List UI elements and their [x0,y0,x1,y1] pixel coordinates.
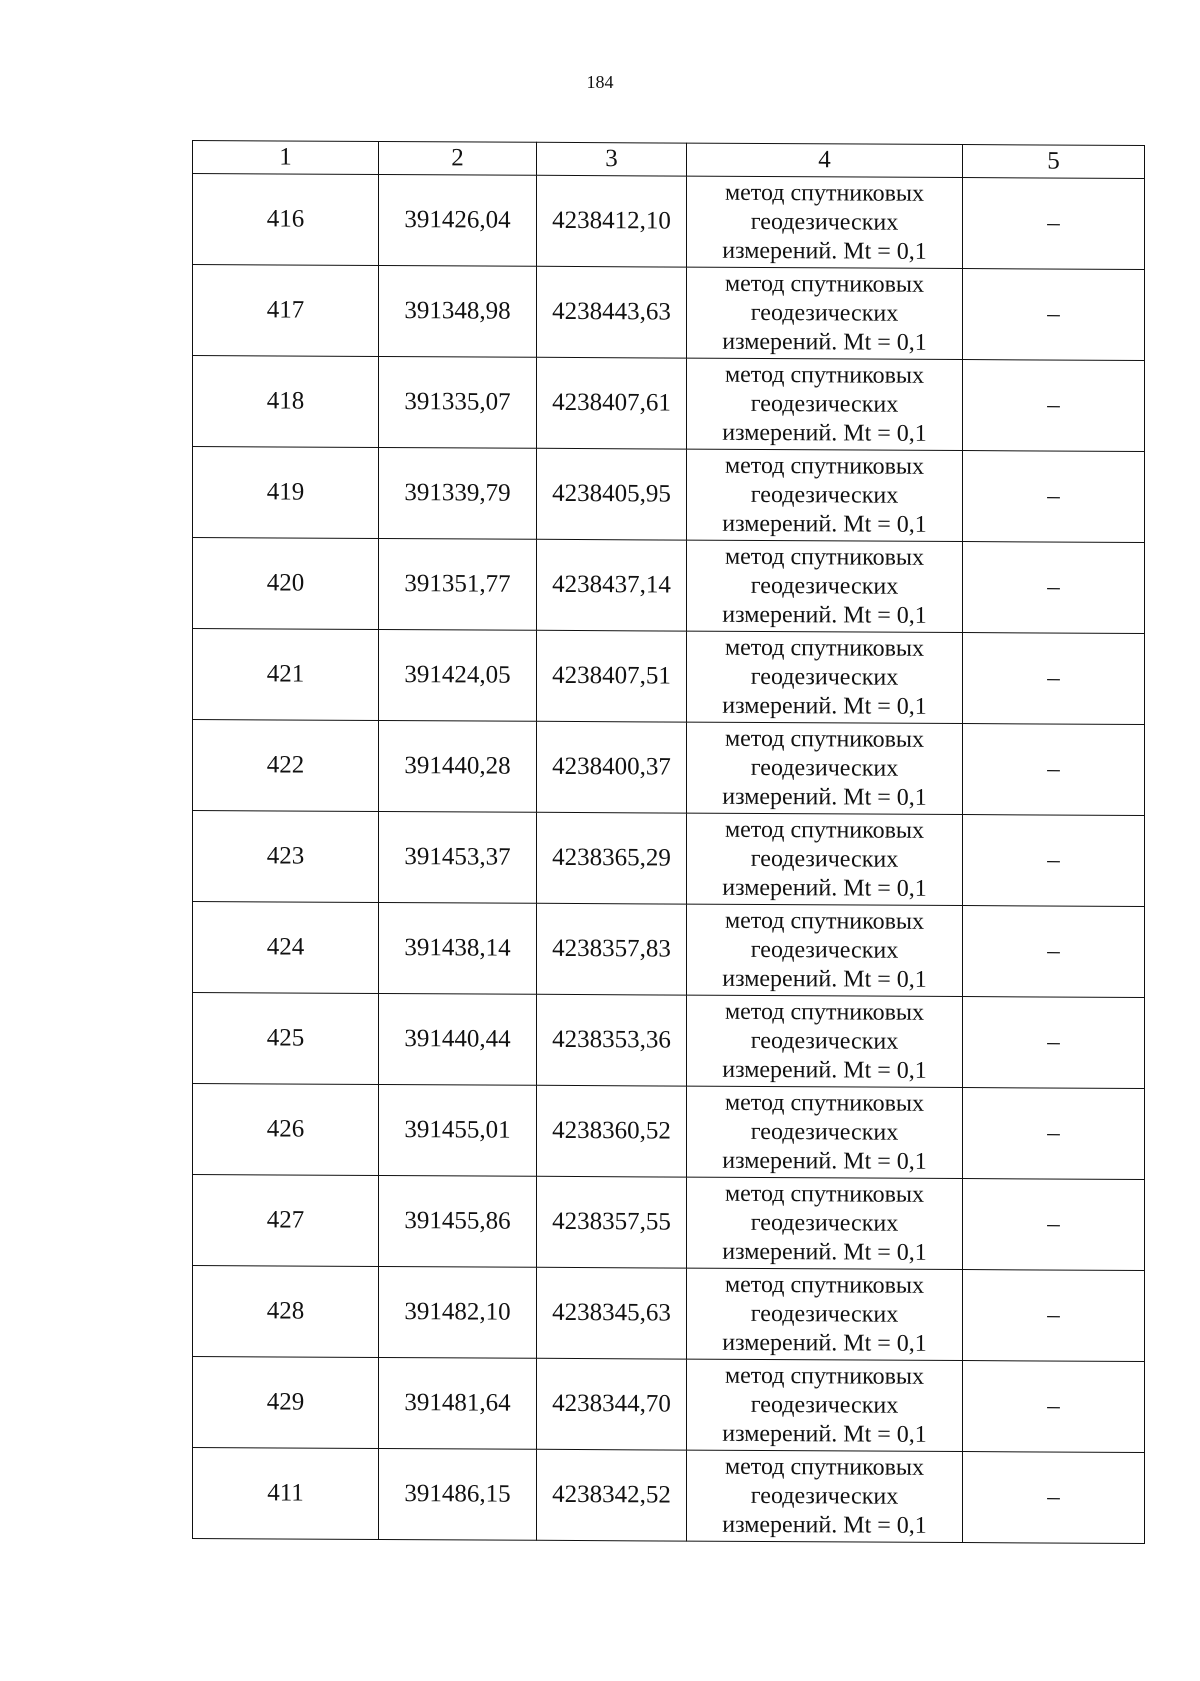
x-coordinate-cell: 391455,01 [379,1084,537,1176]
point-number-cell: 417 [193,265,379,357]
y-coordinate-cell: 4238412,10 [537,175,687,267]
y-coordinate-cell: 4238342,52 [537,1449,687,1541]
point-number-cell: 428 [193,1266,379,1358]
method-text-line: измерений. Mt = 0,1 [722,783,927,811]
y-coordinate-cell: 4238353,36 [537,994,687,1086]
x-coordinate-cell: 391453,37 [379,811,537,903]
point-number-cell: 425 [193,993,379,1085]
method-text-line: измерений. Mt = 0,1 [722,1056,927,1084]
method-text-line: метод спутниковых [724,1089,925,1117]
point-number-cell: 420 [193,538,379,630]
method-text-line: измерений. Mt = 0,1 [722,692,927,720]
table-row [193,538,1145,634]
note-cell: – [963,815,1145,907]
table-row [193,1448,1145,1544]
method-text-line: метод спутниковых [724,1453,925,1481]
y-coordinate-cell: 4238405,95 [537,448,687,540]
table-row [193,1266,1145,1362]
note-cell: – [963,269,1145,361]
point-number-cell: 422 [193,720,379,812]
note-cell: – [963,906,1145,998]
point-number-cell: 411 [193,1448,379,1540]
method-text-line: геодезических [750,1118,899,1146]
method-cell [687,1268,963,1360]
x-coordinate-cell: 391440,44 [379,993,537,1085]
x-coordinate-cell: 391351,77 [379,538,537,630]
y-coordinate-cell: 4238407,51 [537,630,687,722]
table-row [193,811,1145,907]
method-cell [687,358,963,450]
table-row [193,1357,1145,1453]
point-number-cell: 423 [193,811,379,903]
column-header-3: 3 [537,142,687,176]
method-text-line: метод спутниковых [724,1271,925,1299]
x-coordinate-cell: 391481,64 [379,1357,537,1449]
method-text-line: геодезических [750,299,899,327]
method-text-line: измерений. Mt = 0,1 [722,1147,927,1175]
method-cell [687,995,963,1087]
method-cell [687,176,963,268]
page-number: 184 [586,72,614,92]
method-cell [687,631,963,723]
method-cell [687,1359,963,1451]
method-text-line: измерений. Mt = 0,1 [722,328,927,356]
method-text-line: геодезических [750,1391,899,1419]
y-coordinate-cell: 4238345,63 [537,1267,687,1359]
method-text-line: геодезических [750,208,899,236]
x-coordinate-cell: 391440,28 [379,720,537,812]
column-header-4: 4 [687,143,963,177]
point-number-cell: 416 [193,174,379,266]
method-text-line: метод спутниковых [724,1180,925,1208]
x-coordinate-cell: 391482,10 [379,1266,537,1358]
point-number-cell: 424 [193,902,379,994]
y-coordinate-cell: 4238357,83 [537,903,687,995]
note-cell: – [963,1179,1145,1271]
note-cell: – [963,1452,1145,1544]
y-coordinate-cell: 4238344,70 [537,1358,687,1450]
method-cell [687,1177,963,1269]
table-row [193,356,1145,452]
y-coordinate-cell: 4238443,63 [537,266,687,358]
method-text-line: метод спутниковых [724,998,925,1026]
method-cell [687,540,963,632]
method-text-line: метод спутниковых [724,1362,925,1390]
method-cell [687,904,963,996]
y-coordinate-cell: 4238400,37 [537,721,687,813]
table-header-row [193,141,1145,179]
method-text-line: метод спутниковых [724,452,925,480]
method-text-line: геодезических [750,1482,899,1510]
x-coordinate-cell: 391426,04 [379,174,537,266]
point-number-cell: 418 [193,356,379,448]
method-text-line: измерений. Mt = 0,1 [722,419,927,447]
note-cell: – [963,1088,1145,1180]
y-coordinate-cell: 4238360,52 [537,1085,687,1177]
method-text-line: метод спутниковых [724,270,925,298]
table-body [193,174,1145,1544]
method-cell [687,267,963,359]
method-text-line: геодезических [750,1027,899,1055]
method-text-line: геодезических [750,754,899,782]
method-text-line: геодезических [750,572,899,600]
point-number-cell: 427 [193,1175,379,1267]
note-cell: – [963,360,1145,452]
table-row [193,629,1145,725]
note-cell: – [963,1270,1145,1362]
method-text-line: метод спутниковых [724,816,925,844]
method-text-line: метод спутниковых [724,179,925,207]
method-text-line: метод спутниковых [724,907,925,935]
y-coordinate-cell: 4238357,55 [537,1176,687,1268]
method-cell [687,722,963,814]
method-text-line: измерений. Mt = 0,1 [722,874,927,902]
note-cell: – [963,997,1145,1089]
point-number-cell: 429 [193,1357,379,1449]
point-number-cell: 421 [193,629,379,721]
x-coordinate-cell: 391339,79 [379,447,537,539]
method-text-line: геодезических [750,845,899,873]
table-row [193,902,1145,998]
method-text-line: измерений. Mt = 0,1 [722,601,927,629]
x-coordinate-cell: 391335,07 [379,356,537,448]
coordinates-table [192,140,1145,1544]
method-text-line: измерений. Mt = 0,1 [722,237,927,265]
method-text-line: геодезических [750,390,899,418]
method-text-line: метод спутниковых [724,634,925,662]
method-cell [687,449,963,541]
column-header-2: 2 [379,141,537,175]
method-text-line: геодезических [750,1209,899,1237]
note-cell: – [963,1361,1145,1453]
y-coordinate-cell: 4238365,29 [537,812,687,904]
note-cell: – [963,724,1145,816]
point-number-cell: 426 [193,1084,379,1176]
method-text-line: измерений. Mt = 0,1 [722,1238,927,1266]
method-text-line: геодезических [750,481,899,509]
column-header-5: 5 [963,145,1145,179]
method-text-line: измерений. Mt = 0,1 [722,510,927,538]
table-row [193,1175,1145,1271]
method-text-line: геодезических [750,1300,899,1328]
column-header-1: 1 [193,141,379,175]
table-row [193,265,1145,361]
note-cell: – [963,178,1145,270]
x-coordinate-cell: 391486,15 [379,1448,537,1540]
y-coordinate-cell: 4238407,61 [537,357,687,449]
x-coordinate-cell: 391424,05 [379,629,537,721]
table-row [193,720,1145,816]
method-text-line: метод спутниковых [724,725,925,753]
table-row [193,447,1145,543]
x-coordinate-cell: 391438,14 [379,902,537,994]
method-text-line: измерений. Mt = 0,1 [722,1329,927,1357]
method-text-line: геодезических [750,936,899,964]
note-cell: – [963,633,1145,725]
x-coordinate-cell: 391455,86 [379,1175,537,1267]
x-coordinate-cell: 391348,98 [379,265,537,357]
table-row [193,993,1145,1089]
method-text-line: метод спутниковых [724,543,925,571]
table-row [193,1084,1145,1180]
y-coordinate-cell: 4238437,14 [537,539,687,631]
method-text-line: измерений. Mt = 0,1 [722,965,927,993]
method-text-line: измерений. Mt = 0,1 [722,1420,927,1448]
method-text-line: геодезических [750,663,899,691]
note-cell: – [963,451,1145,543]
table-row [193,174,1145,270]
note-cell: – [963,542,1145,634]
coordinates-table-wrapper [192,140,1144,1544]
method-text-line: измерений. Mt = 0,1 [722,1511,927,1539]
point-number-cell: 419 [193,447,379,539]
method-cell [687,1086,963,1178]
method-text-line: метод спутниковых [724,361,925,389]
method-cell [687,1450,963,1542]
method-cell [687,813,963,905]
